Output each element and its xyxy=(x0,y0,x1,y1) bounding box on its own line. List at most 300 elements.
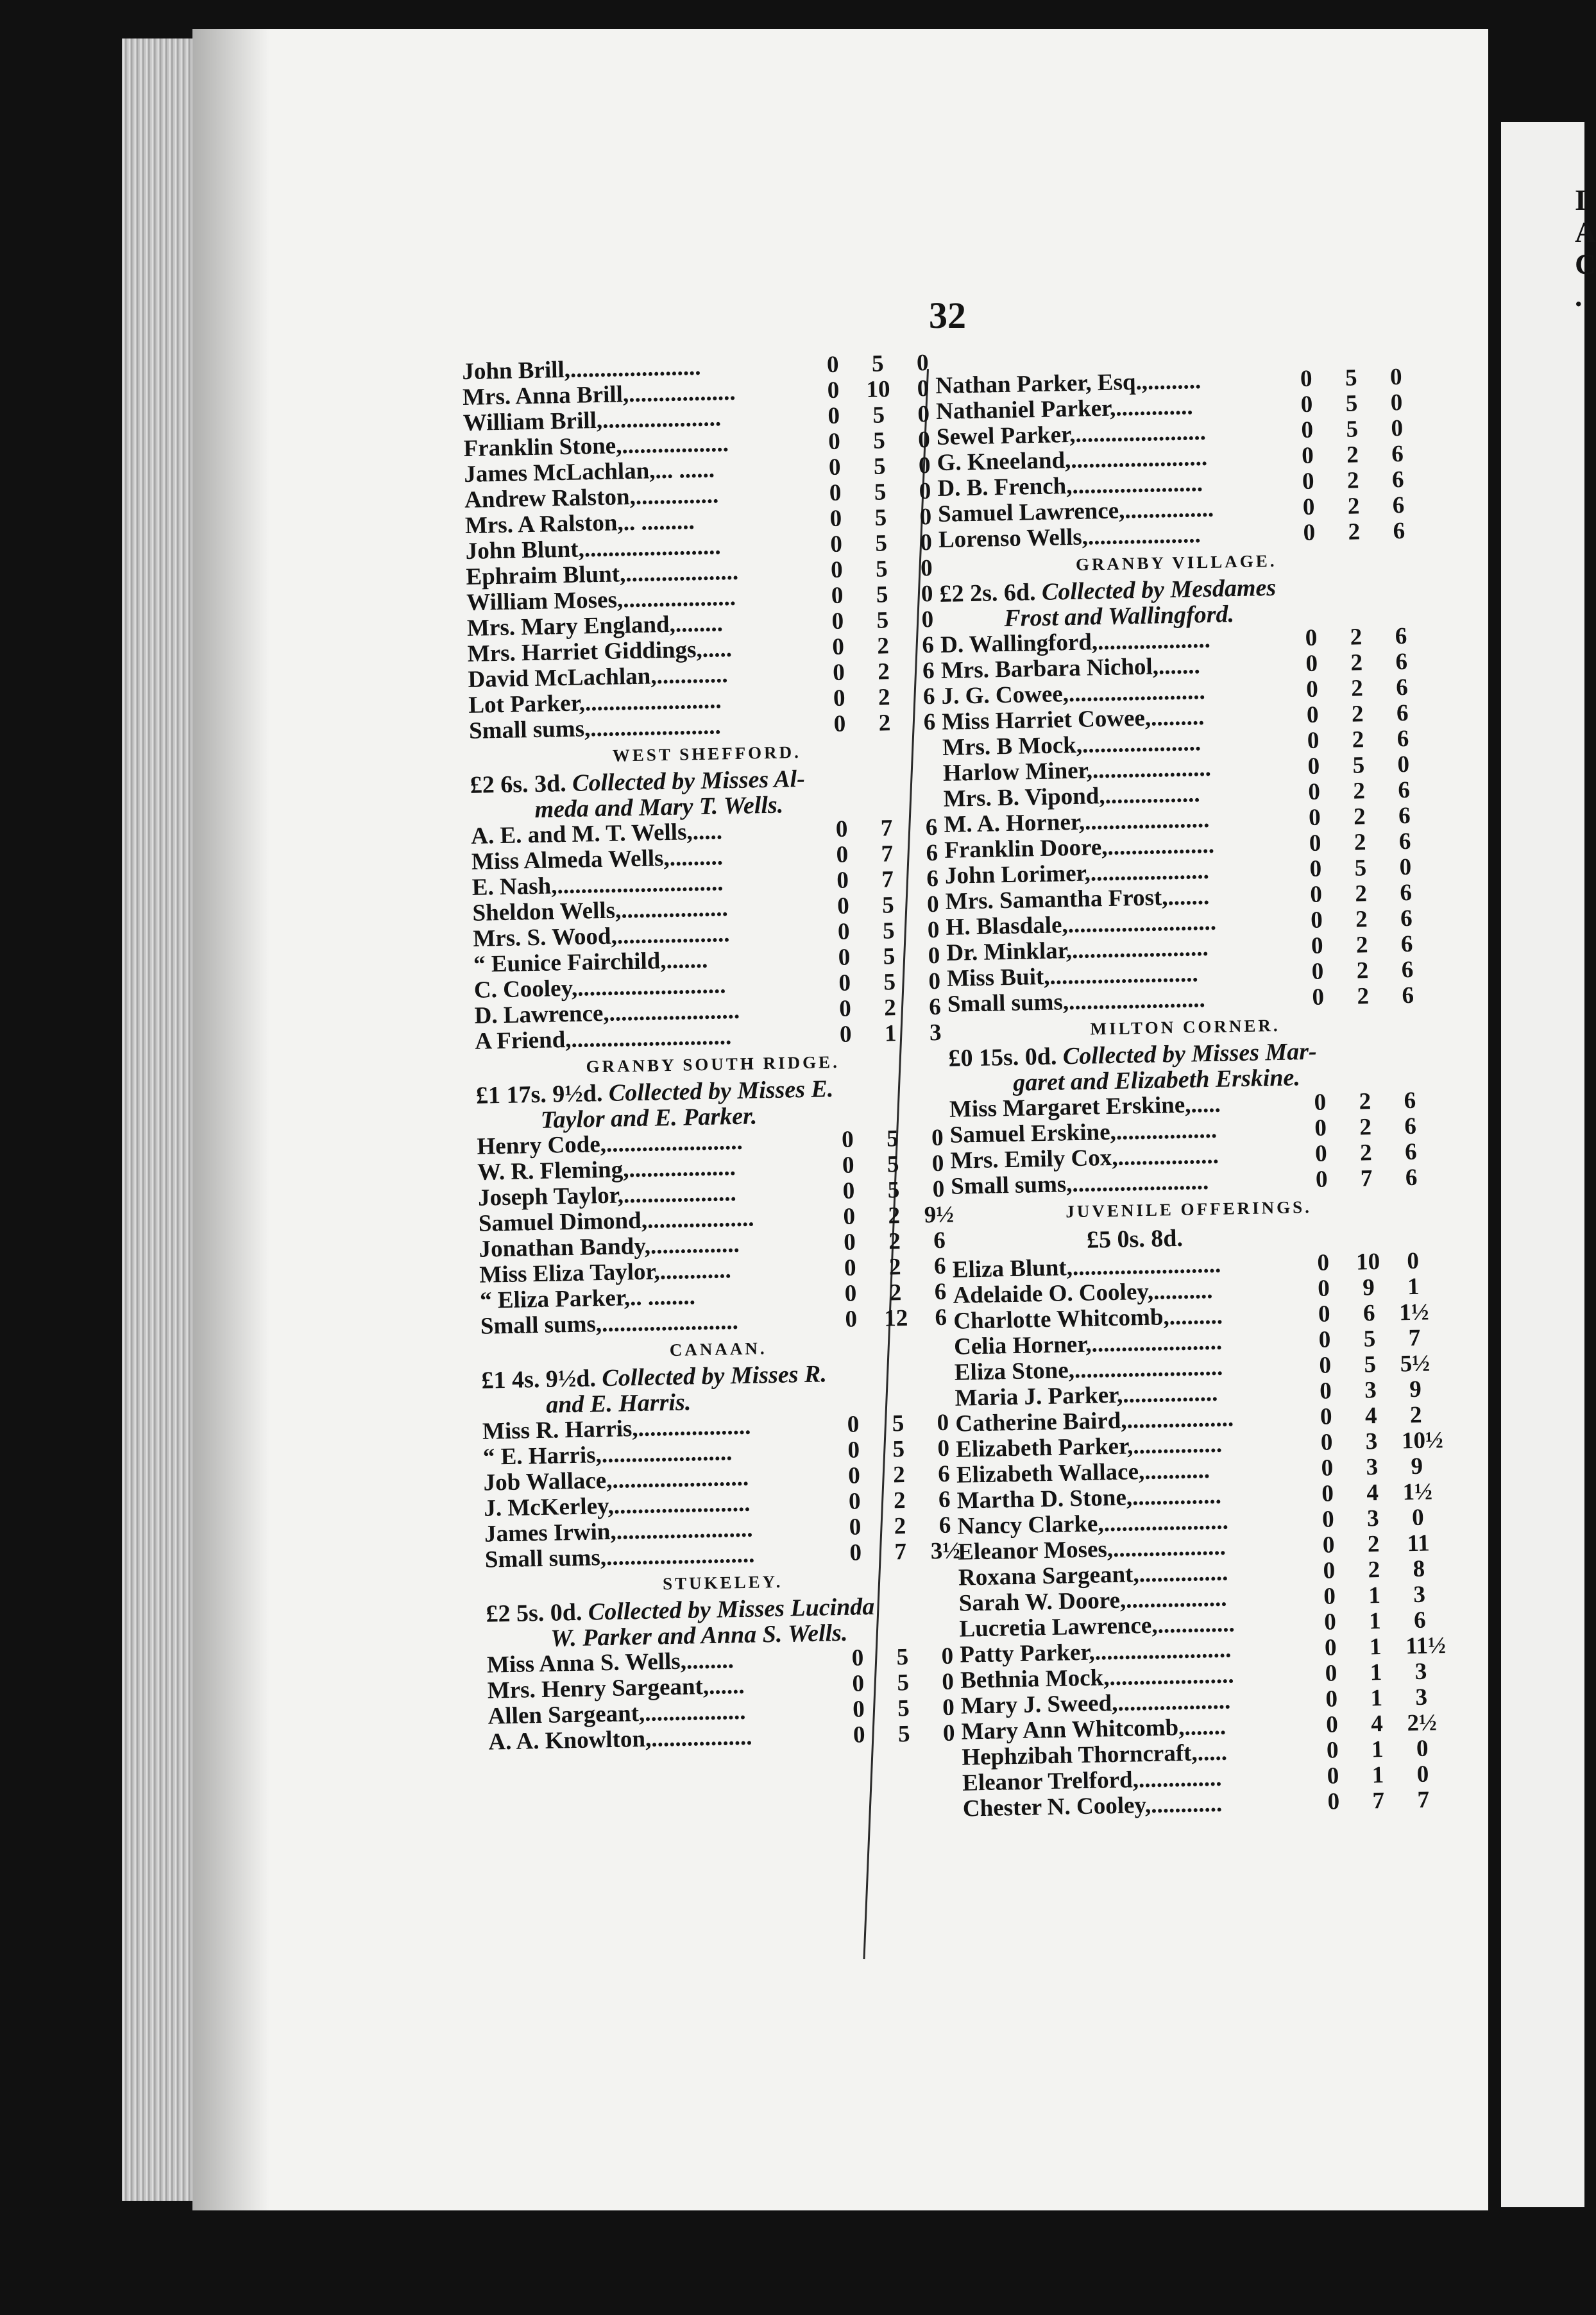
amount-shillings: 2 xyxy=(1368,1557,1380,1584)
collection-note xyxy=(476,1074,951,1134)
amount-shillings: 2 xyxy=(878,684,890,711)
subscriber-name: Mrs. Anna Brill,.................. xyxy=(462,379,736,411)
collection-amount: £2 6s. 3d. xyxy=(470,770,567,799)
amount-shillings: 5 xyxy=(1363,1326,1376,1353)
amount-pence: 0 xyxy=(917,401,930,428)
amount-shillings: 5 xyxy=(876,607,889,634)
amount-pounds: 0 xyxy=(1307,727,1320,754)
amount-pounds: 0 xyxy=(1318,1301,1330,1328)
amount-pounds: 0 xyxy=(1302,493,1315,521)
amount-shillings: 2 xyxy=(1356,957,1369,984)
amount-pounds: 0 xyxy=(836,841,849,868)
amount-pence: 11 xyxy=(1407,1530,1430,1557)
amount-pounds: 0 xyxy=(1324,1634,1337,1661)
amount-pence: 0 xyxy=(1416,1761,1429,1788)
subscriber-name: J. McKerley,....................... xyxy=(483,1490,751,1522)
collection-amount: £2 5s. 0d. xyxy=(486,1598,582,1628)
collection-amount: £1 17s. 9½d. xyxy=(475,1080,603,1109)
amount-shillings: 2 xyxy=(888,1254,901,1281)
amount-pence: 6 xyxy=(935,1304,947,1331)
amount-pence: 6 xyxy=(1400,930,1413,958)
amount-pence: 3½ xyxy=(930,1537,961,1565)
left-column xyxy=(461,350,961,1755)
subscriber-name: Eliza Stone,......................... xyxy=(954,1354,1223,1386)
amount-shillings: 2 xyxy=(1350,675,1364,702)
amount-shillings: 5 xyxy=(874,504,887,531)
collection-note xyxy=(481,1359,956,1419)
amount-shillings: 2 xyxy=(893,1487,906,1514)
amount-shillings: 1 xyxy=(1368,1608,1382,1635)
collection-note-line: W. Parker and Anna S. Wells. xyxy=(550,1619,848,1652)
amount-shillings: 5 xyxy=(883,969,896,996)
amount-shillings: 4 xyxy=(1364,1403,1377,1430)
collection-collectors: Collected by Misses E. xyxy=(608,1075,834,1107)
subscriber-name: Small sums,...................... xyxy=(468,713,722,744)
amount-pounds: 0 xyxy=(1305,650,1318,677)
amount-shillings: 5 xyxy=(883,943,896,970)
section-heading: WEST SHEFFORD. xyxy=(612,742,802,765)
amount-pounds: 0 xyxy=(841,1126,854,1153)
amount-shillings: 2 xyxy=(1351,701,1364,728)
amount-pounds: 0 xyxy=(1306,701,1319,728)
subscriber-name: Nathan Parker, Esq.,......... xyxy=(935,368,1201,399)
amount-shillings: 5 xyxy=(873,453,886,480)
amount-pence: 1 xyxy=(1407,1273,1420,1301)
amount-pounds: 0 xyxy=(1317,1275,1330,1302)
subscriber-name: Miss R. Harris,................... xyxy=(482,1413,751,1445)
amount-pounds: 0 xyxy=(1319,1352,1332,1379)
amount-shillings: 5 xyxy=(1352,752,1365,779)
amount-pounds: 0 xyxy=(827,377,840,404)
amount-pence: 6 xyxy=(925,814,938,841)
amount-pence: 0 xyxy=(916,350,929,377)
amount-pence: 6 xyxy=(1396,699,1409,727)
amount-pence: 0 xyxy=(928,942,940,970)
amount-pence: 0 xyxy=(1407,1247,1420,1275)
collection-collectors: Collected by Misses R. xyxy=(602,1360,828,1392)
subscriber-name: Mrs. Harriet Giddings,..... xyxy=(467,636,733,667)
amount-pence: 2½ xyxy=(1407,1709,1438,1737)
amount-pounds: 0 xyxy=(1309,855,1322,882)
subscriber-name: Chester N. Cooley,............ xyxy=(962,1790,1223,1822)
amount-pence: 8 xyxy=(1413,1555,1425,1583)
amount-pounds: 0 xyxy=(836,867,849,894)
subscriber-name: Samuel Lawrence,............... xyxy=(937,495,1214,527)
subscriber-name: Adelaide O. Cooley,.......... xyxy=(953,1277,1213,1309)
subscriber-name: Miss Buit,......................... xyxy=(946,961,1199,992)
amount-shillings: 7 xyxy=(880,815,893,842)
collection-note xyxy=(486,1592,961,1652)
amount-shillings: 2 xyxy=(889,1279,902,1306)
amount-pounds: 0 xyxy=(1315,1166,1328,1193)
amount-shillings: 5 xyxy=(887,1177,900,1204)
amount-shillings: 2 xyxy=(1355,906,1368,933)
amount-shillings: 5 xyxy=(1354,855,1367,882)
amount-shillings: 1 xyxy=(1370,1659,1382,1686)
subscriber-name: Sheldon Wells,.................. xyxy=(472,895,729,927)
subscriber-name: Mrs. S. Wood,................... xyxy=(472,921,730,952)
amount-pounds: 0 xyxy=(853,1721,865,1748)
amount-pence: 0 xyxy=(920,554,933,582)
amount-pounds: 0 xyxy=(1325,1686,1338,1713)
amount-pounds: 0 xyxy=(852,1696,865,1723)
collection-note xyxy=(948,1037,1423,1097)
amount-pounds: 0 xyxy=(849,1514,862,1541)
amount-shillings: 3 xyxy=(1365,1428,1378,1455)
amount-pence: 1½ xyxy=(1402,1478,1433,1506)
amount-pounds: 0 xyxy=(1302,468,1314,495)
amount-shillings: 10 xyxy=(866,376,890,403)
amount-pounds: 0 xyxy=(1300,391,1313,418)
amount-shillings: 5 xyxy=(1346,416,1359,443)
amount-pounds: 0 xyxy=(1305,676,1319,703)
subscriber-name: D. B. French,...................... xyxy=(937,470,1203,502)
subscriber-name: Henry Code,....................... xyxy=(477,1128,743,1160)
amount-pence: 0 xyxy=(1390,389,1403,416)
collection-note xyxy=(470,764,945,824)
amount-pence: 0 xyxy=(937,1435,950,1462)
collection-collectors: Collected by Mesdames xyxy=(1041,574,1277,606)
subscriber-name: Mrs. Emily Cox,................. xyxy=(950,1142,1219,1174)
amount-pounds: 0 xyxy=(1327,1763,1339,1790)
amount-shillings: 5 xyxy=(1345,364,1357,391)
amount-pounds: 0 xyxy=(826,351,839,379)
amount-shillings: 2 xyxy=(883,995,897,1021)
collection-amount: £1 4s. 9½d. xyxy=(481,1365,597,1394)
amount-pounds: 0 xyxy=(828,428,841,456)
amount-shillings: 12 xyxy=(883,1304,908,1332)
amount-pence: 6 xyxy=(1391,441,1404,468)
amount-pence: 0 xyxy=(1411,1504,1425,1532)
subscriber-name: Nathaniel Parker,............. xyxy=(935,393,1193,425)
amount-shillings: 2 xyxy=(1347,493,1360,520)
amount-pounds: 0 xyxy=(836,893,850,919)
amount-pounds: 0 xyxy=(1309,830,1321,857)
amount-shillings: 5 xyxy=(897,1670,910,1696)
amount-pounds: 0 xyxy=(1318,1326,1331,1353)
amount-pounds: 0 xyxy=(1311,958,1324,985)
amount-pounds: 0 xyxy=(1310,907,1323,934)
amount-pounds: 0 xyxy=(828,454,841,481)
subscriber-name: Mary Ann Whitcomb,....... xyxy=(961,1713,1227,1745)
collection-note-line: and E. Harris. xyxy=(545,1388,692,1419)
subscriber-name: C. Cooley,......................... xyxy=(473,972,726,1004)
amount-pounds: 0 xyxy=(1321,1480,1334,1507)
amount-pence: 0 xyxy=(919,529,933,556)
amount-shillings: 2 xyxy=(1359,1114,1372,1141)
amount-pence: 0 xyxy=(917,427,931,454)
subscriber-name: Roxana Sargeant,............... xyxy=(958,1559,1228,1591)
subscriber-name: Charlotte Whitcomb,......... xyxy=(953,1303,1223,1335)
amount-pence: 6 xyxy=(1401,956,1414,984)
amount-pence: 0 xyxy=(921,580,933,608)
amount-pounds: 0 xyxy=(1301,416,1314,444)
amount-pence: 3 xyxy=(1413,1581,1426,1609)
amount-pence: 0 xyxy=(919,503,932,531)
collection-amount: £0 15s. 0d. xyxy=(948,1043,1057,1072)
subscriber-name: Bethnia Mock,..................... xyxy=(960,1662,1234,1694)
amount-pence: 10½ xyxy=(1401,1427,1444,1455)
amount-pounds: 0 xyxy=(1314,1115,1327,1141)
collection-amount: £2 2s. 6d. xyxy=(939,579,1036,608)
subscriber-name: Samuel Dimond,.................. xyxy=(478,1205,754,1237)
subscriber-name: Sewel Parker,...................... xyxy=(936,418,1207,450)
amount-shillings: 2 xyxy=(892,1462,906,1489)
amount-shillings: 7 xyxy=(1372,1787,1385,1815)
amount-shillings: 3 xyxy=(1366,1454,1379,1481)
amount-pounds: 0 xyxy=(844,1254,856,1281)
subscriber-name: Miss Almeda Wells,......... xyxy=(471,844,724,875)
amount-pounds: 0 xyxy=(830,556,844,584)
amount-shillings: 5 xyxy=(872,427,886,454)
amount-pence: 6 xyxy=(933,1252,946,1280)
subscriber-name: “ Eunice Fairchild,....... xyxy=(473,946,708,978)
section-heading: JUVENILE OFFERINGS. xyxy=(1065,1197,1312,1222)
amount-shillings: 2 xyxy=(1352,778,1366,805)
amount-pounds: 0 xyxy=(830,531,843,558)
amount-pounds: 0 xyxy=(831,582,844,610)
subscriber-name: Miss Anna S. Wells,........ xyxy=(486,1647,734,1679)
amount-pounds: 0 xyxy=(847,1462,861,1489)
amount-pence: 0 xyxy=(921,606,934,633)
amount-shillings: 5 xyxy=(897,1720,910,1748)
amount-pence: 6 xyxy=(1397,776,1411,804)
amount-shillings: 2 xyxy=(1357,983,1370,1010)
amount-pence: 2 xyxy=(1409,1401,1422,1429)
amount-shillings: 9 xyxy=(1362,1274,1375,1301)
amount-pounds: 0 xyxy=(835,816,848,842)
collection-note-line: garet and Elizabeth Erskine. xyxy=(1012,1064,1301,1097)
subscriber-name: Miss Eliza Taylor,............ xyxy=(479,1257,732,1288)
amount-shillings: 2 xyxy=(1350,624,1363,651)
amount-pence: 6 xyxy=(933,1227,946,1254)
amount-pence: 0 xyxy=(1399,853,1412,881)
amount-shillings: 5 xyxy=(1345,390,1358,417)
amount-shillings: 1 xyxy=(1371,1761,1384,1789)
subscriber-name: Franklin Stone,.................. xyxy=(463,431,729,462)
amount-pence: 6 xyxy=(1400,905,1413,932)
amount-pounds: 0 xyxy=(838,944,851,971)
subscriber-name: Mrs. Mary England,........ xyxy=(466,610,724,642)
amount-pounds: 0 xyxy=(847,1411,860,1438)
subscriber-name: Small sums,....................... xyxy=(947,986,1206,1018)
subscriber-name: Eleanor Trelford,.............. xyxy=(962,1764,1222,1797)
collection-note-line: Frost and Wallingford. xyxy=(1003,601,1235,633)
amount-pounds: 0 xyxy=(829,505,842,533)
subscriber-name: Eleanor Moses,................... xyxy=(957,1533,1227,1566)
amount-pounds: 0 xyxy=(1312,984,1325,1011)
amount-pence: 6 xyxy=(938,1512,951,1539)
amount-shillings: 5 xyxy=(874,479,887,506)
amount-pounds: 0 xyxy=(1327,1788,1340,1815)
amount-pounds: 0 xyxy=(1325,1660,1337,1687)
amount-shillings: 2 xyxy=(1352,726,1364,753)
amount-shillings: 2 xyxy=(1359,1140,1373,1166)
amount-pounds: 0 xyxy=(1323,1583,1336,1610)
amount-pence: 9½ xyxy=(924,1201,955,1229)
subscriber-name: “ E. Harris,...................... xyxy=(482,1439,733,1471)
subscriber-name: Lorenso Wells,................... xyxy=(938,522,1201,553)
subscriber-name: A. A. Knowlton,................. xyxy=(488,1723,752,1755)
amount-shillings: 5 xyxy=(881,892,895,919)
amount-pence: 0 xyxy=(937,1409,949,1437)
subscriber-name: Eliza Blunt,......................... xyxy=(952,1251,1221,1283)
amount-pence: 3 xyxy=(1414,1658,1427,1686)
amount-shillings: 2 xyxy=(1367,1531,1380,1558)
amount-shillings: 5 xyxy=(874,530,888,557)
amount-shillings: 3 xyxy=(1366,1505,1380,1532)
amount-shillings: 2 xyxy=(877,658,890,685)
amount-shillings: 5 xyxy=(892,1436,905,1463)
amount-pounds: 0 xyxy=(1307,778,1321,805)
amount-shillings: 2 xyxy=(888,1228,901,1255)
collection-collectors: Collected by Misses Mar- xyxy=(1062,1038,1318,1070)
amount-pence: 0 xyxy=(917,375,930,402)
amount-pence: 6 xyxy=(1398,828,1411,855)
amount-pence: 11½ xyxy=(1405,1632,1447,1660)
amount-pounds: 0 xyxy=(1319,1378,1332,1405)
subscriber-name: Lucretia Lawrence,............. xyxy=(959,1610,1235,1643)
amount-shillings: 7 xyxy=(1360,1165,1373,1192)
amount-pence: 6 xyxy=(1395,648,1408,676)
amount-shillings: 7 xyxy=(894,1539,907,1566)
facing-page-fragment: . xyxy=(1575,280,1583,312)
amount-shillings: 7 xyxy=(881,866,894,893)
amount-pence: 7 xyxy=(1408,1324,1421,1352)
section-heading: STUKELEY. xyxy=(662,1571,783,1594)
amount-shillings: 10 xyxy=(1355,1248,1380,1276)
subscriber-name: Harlow Miner,.................... xyxy=(942,755,1212,787)
subscriber-name: Miss Margaret Erskine,..... xyxy=(949,1091,1221,1123)
amount-shillings: 5 xyxy=(897,1695,910,1722)
amount-pence: 6 xyxy=(1404,1138,1418,1166)
subscriber-name: Mrs. Barbara Nichol,....... xyxy=(940,653,1201,684)
subscriber-name: Franklin Doore,.................. xyxy=(944,832,1215,864)
amount-shillings: 4 xyxy=(1366,1480,1379,1507)
facing-page-fragment: A xyxy=(1575,216,1596,248)
amount-shillings: 6 xyxy=(1363,1300,1375,1327)
subscriber-name: James Irwin,....................... xyxy=(484,1516,753,1548)
amount-shillings: 5 xyxy=(887,1151,899,1178)
amount-pence: 0 xyxy=(926,891,940,918)
amount-shillings: 5 xyxy=(871,350,884,377)
subscriber-name: E. Nash,............................ xyxy=(471,869,724,901)
amount-pence: 6 xyxy=(926,865,939,893)
subscriber-name: Sarah W. Doore,................. xyxy=(958,1585,1227,1617)
subscriber-name: Ephraim Blunt,................... xyxy=(466,558,739,590)
subscriber-name: A. E. and M. T. Wells,..... xyxy=(470,818,723,850)
facing-page-fragment: C xyxy=(1575,248,1596,280)
amount-pounds: 0 xyxy=(1326,1737,1339,1764)
amount-pounds: 0 xyxy=(1305,624,1318,651)
amount-pence: 6 xyxy=(1396,725,1409,753)
collection-note-line: Taylor and E. Parker. xyxy=(540,1102,758,1134)
amount-pence: 0 xyxy=(1389,364,1402,391)
amount-shillings: 2 xyxy=(888,1202,901,1229)
amount-pounds: 0 xyxy=(831,608,844,635)
amount-shillings: 1 xyxy=(1370,1685,1383,1712)
amount-pounds: 0 xyxy=(1317,1249,1330,1276)
amount-pounds: 0 xyxy=(1321,1455,1334,1482)
amount-pence: 6 xyxy=(1393,517,1405,545)
subscriber-name: John Lorimer,.................... xyxy=(944,857,1210,889)
collection-collectors: Collected by Misses Al- xyxy=(572,765,806,797)
amount-pounds: 0 xyxy=(838,995,852,1022)
amount-shillings: 2 xyxy=(878,710,891,737)
amount-pence: 6 xyxy=(1404,1113,1417,1140)
subscriber-name: Mrs. B. Vipond,................ xyxy=(943,781,1200,812)
facing-page-fragment: I xyxy=(1575,184,1586,216)
amount-shillings: 5 xyxy=(876,581,888,608)
subscriber-name: Elizabeth Parker,............... xyxy=(955,1431,1223,1463)
subscriber-name: D. Wallingford,................... xyxy=(940,626,1211,658)
amount-pence: 1½ xyxy=(1398,1299,1429,1326)
amount-pounds: 0 xyxy=(828,402,840,430)
subscriber-name: Allen Sargeant,................. xyxy=(488,1698,746,1730)
subscriber-name: H. Blasdale,......................... xyxy=(946,909,1217,941)
amount-shillings: 1 xyxy=(1371,1736,1384,1763)
subscriber-name: Mrs. A Ralston,.. ......... xyxy=(464,508,695,539)
amount-pounds: 0 xyxy=(842,1152,854,1179)
amount-pence: 0 xyxy=(1416,1735,1429,1762)
subscriber-name: Small sums,....................... xyxy=(950,1168,1209,1200)
subscriber-name: Small sums,....................... xyxy=(480,1308,739,1340)
subscriber-name: Job Wallace,....................... xyxy=(483,1464,749,1496)
amount-pounds: 0 xyxy=(1307,753,1320,780)
amount-pounds: 0 xyxy=(1314,1140,1328,1167)
amount-shillings: 2 xyxy=(1355,880,1368,907)
amount-shillings: 2 xyxy=(1346,467,1359,494)
amount-pounds: 0 xyxy=(838,970,851,996)
subscriber-name: William Brill,.................... xyxy=(463,405,722,436)
amount-shillings: 5 xyxy=(886,1125,899,1152)
subscriber-name: G. Kneeland,....................... xyxy=(937,444,1208,476)
amount-shillings: 5 xyxy=(1364,1351,1377,1378)
amount-pence: 0 xyxy=(942,1668,955,1696)
amount-pence: 0 xyxy=(918,452,931,479)
amount-pounds: 0 xyxy=(847,1437,860,1464)
amount-shillings: 2 xyxy=(1353,803,1366,830)
amount-pence: 6 xyxy=(1395,622,1407,650)
amount-pounds: 0 xyxy=(1325,1711,1339,1738)
amount-pounds: 0 xyxy=(1323,1609,1337,1636)
amount-pence: 0 xyxy=(928,968,941,995)
subscriber-name: Andrew Ralston,.............. xyxy=(464,482,719,513)
subscriber-name: Miss Harriet Cowee,......... xyxy=(942,704,1205,735)
right-column xyxy=(935,364,1447,1822)
amount-pence: 6 xyxy=(934,1278,947,1306)
subscriber-name: Mrs. Samantha Frost,....... xyxy=(945,883,1210,915)
amount-pounds: 0 xyxy=(843,1203,856,1230)
section-heading: MILTON CORNER. xyxy=(1090,1015,1280,1039)
amount-pence: 6 xyxy=(922,683,935,710)
amount-pounds: 0 xyxy=(1310,881,1323,908)
collection-note-line: meda and Mary T. Wells. xyxy=(534,791,784,823)
amount-pounds: 0 xyxy=(851,1644,864,1671)
amount-shillings: 5 xyxy=(882,918,895,944)
amount-shillings: 2 xyxy=(1359,1088,1371,1115)
amount-pence: 6 xyxy=(928,993,942,1021)
subscriber-name: James McLachlan,... ...... xyxy=(464,456,715,488)
section-heading: CANAAN. xyxy=(669,1338,767,1360)
amount-pounds: 0 xyxy=(1320,1403,1332,1430)
amount-shillings: 2 xyxy=(1350,649,1363,676)
amount-pounds: 0 xyxy=(832,633,845,660)
subscriber-name: William Moses,................... xyxy=(466,584,736,616)
amount-pence: 9 xyxy=(1409,1376,1422,1403)
amount-pence: 6 xyxy=(926,839,938,867)
subscriber-name: Elizabeth Wallace,........... xyxy=(956,1457,1210,1489)
